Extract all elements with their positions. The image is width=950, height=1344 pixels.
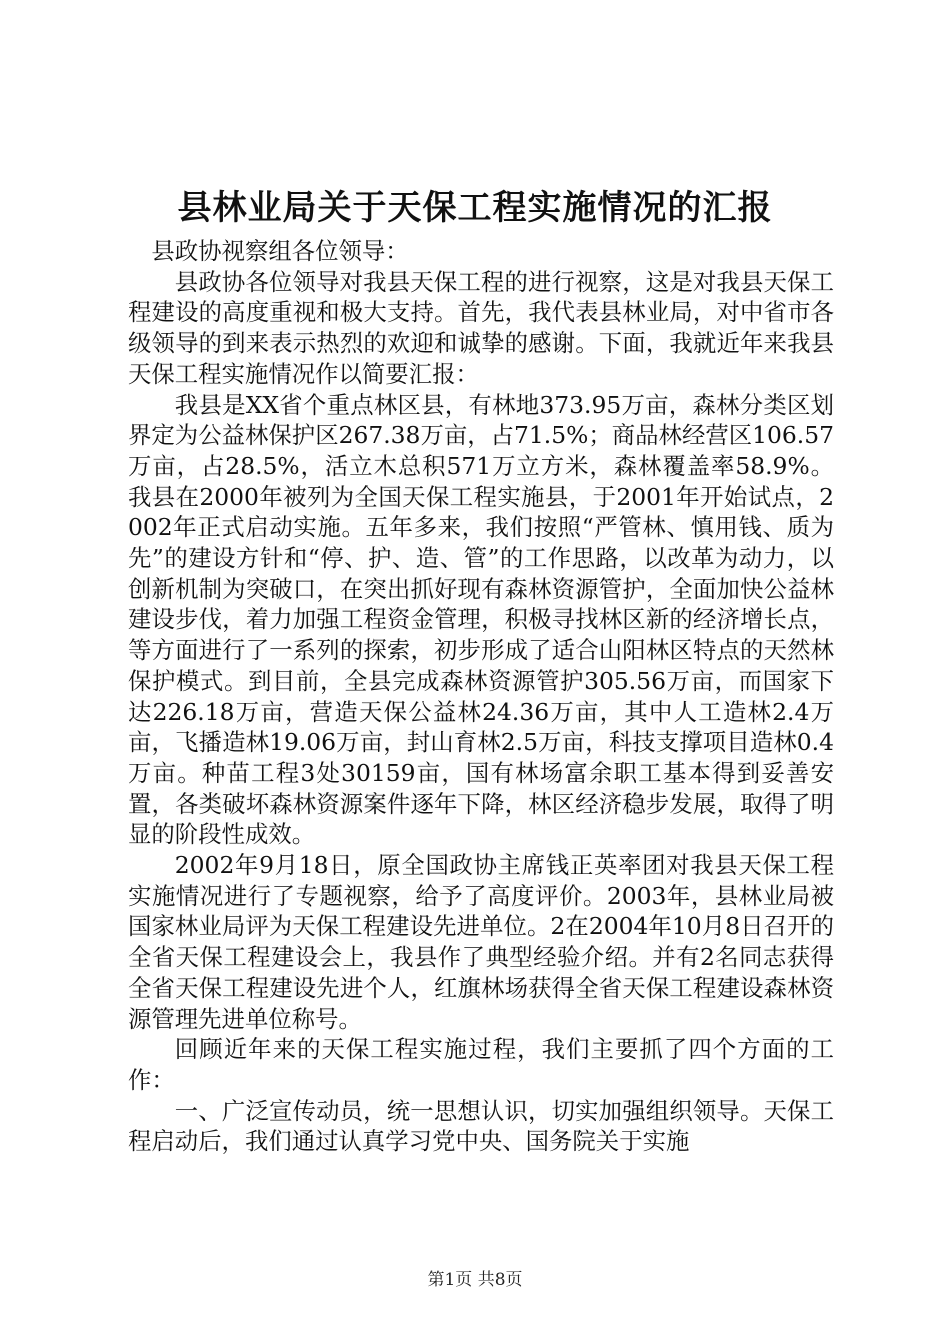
paragraph-review: 回顾近年来的天保工程实施过程，我们主要抓了四个方面的工作： <box>128 1035 834 1094</box>
document-title: 县林业局关于天保工程实施情况的汇报 <box>177 188 773 228</box>
document-body <box>128 236 834 1157</box>
paragraph-recognition: 2002年9月18日，原全国政协主席钱正英率团对我县天保工程实施情况进行了专题视察，给予了高度评价。2003年，县林业局被国家林业局评为天保工程建设先进单位。2在2004年10月8日召开的全省天保工程建设会上，我县作了典型经验介绍。并有2名同志获得全省天保工程建设先进个人，红旗林场获得全省天保工程建设森林资源管理先进单位称号。 <box>128 851 834 1033</box>
salutation: 县政协视察组各位领导： <box>151 237 409 265</box>
paragraph-overview: 我县是XX省个重点林区县，有林地373.95万亩，森林分类区划界定为公益林保护区267.38万亩，占71.5%；商品林经营区106.57万亩，占28.5%，活立木总积571万立方米，森林覆盖率58.9%。我县在2000年被列为全国天保工程实施县，于2001年开始试点，2002年正式启动实施。五年多来，我们按照“严管林、慎用钱、质为先”的建设方针和“停、护、造、管”的工作思路，以改革为动力，以创新机制为突破口，在突出抓好现有森林资源管护，全面加快公益林建设步伐，着力加强工程资金管理，积极寻找林区新的经济增长点，等方面进行了一系列的探索，初步形成了适合山阳林区特点的天然林保护模式。到目前，全县完成森林资源管护305.56万亩，而国家下达226.18万亩，营造天保公益林24.36万亩，其中人工造林2.4万亩，飞播造林19.06万亩，封山育林2.5万亩，科技支撑项目造林0.4万亩。种苗工程3处30159亩，国有林场富余职工基本得到妥善安置，各类破坏森林资源案件逐年下降，林区经济稳步发展，取得了明显的阶段性成效。 <box>128 390 834 849</box>
page-indicator: 第1页 共8页 <box>427 1270 523 1290</box>
paragraph-section-one: 一、广泛宣传动员，统一思想认识，切实加强组织领导。天保工程启动后，我们通过认真学习党中央、国务院关于实施 <box>128 1096 834 1156</box>
paragraph-intro: 县政协各位领导对我县天保工程的进行视察，这是对我县天保工程建设的高度重视和极大支持。首先，我代表县林业局，对中省市各级领导的到来表示热烈的欢迎和诚挚的感谢。下面，我就近年来我县天保工程实施情况作以简要汇报： <box>128 267 834 388</box>
